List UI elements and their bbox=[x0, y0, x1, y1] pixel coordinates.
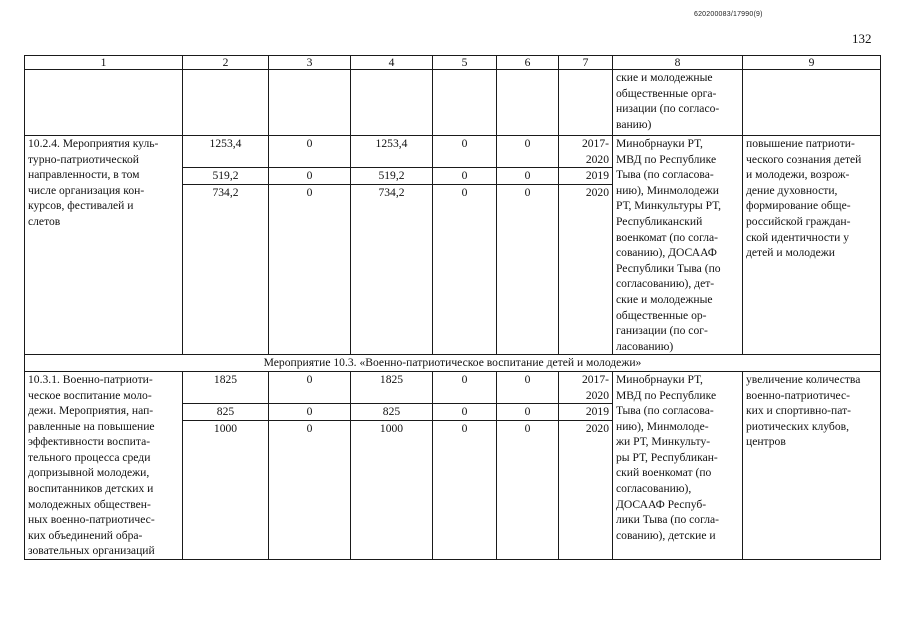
table-cell: 825 bbox=[183, 404, 269, 421]
table-cell: 825 bbox=[351, 404, 433, 421]
column-header: 6 bbox=[497, 56, 559, 70]
table-cell: 0 bbox=[433, 420, 497, 559]
table-cell: 0 bbox=[433, 404, 497, 421]
page-number: 132 bbox=[852, 31, 872, 46]
column-header: 2 bbox=[183, 56, 269, 70]
executors-continuation: ские и молодежные общественные орга- низации (по согласо- ванию) bbox=[613, 70, 743, 136]
table-cell: 1253,4 bbox=[351, 136, 433, 168]
table-cell: 0 bbox=[497, 371, 559, 403]
table-cell: 0 bbox=[433, 184, 497, 355]
table-cell: 0 bbox=[269, 184, 351, 355]
table-cell: 0 bbox=[269, 136, 351, 168]
table-cell: 734,2 bbox=[183, 184, 269, 355]
table-cell bbox=[743, 70, 881, 136]
table-cell: 1253,4 bbox=[183, 136, 269, 168]
table-cell: 2017- 2020 bbox=[559, 136, 613, 168]
table-cell: 2017- 2020 bbox=[559, 371, 613, 403]
column-header: 4 bbox=[351, 56, 433, 70]
table-cell bbox=[183, 70, 269, 136]
program-table bbox=[24, 55, 881, 560]
table-cell: 2019 bbox=[559, 404, 613, 421]
result-cell: увеличение количества военно-патриотичес- ких и спортивно-пат- риотических клубов, центров bbox=[743, 371, 881, 559]
table-cell: 1000 bbox=[183, 420, 269, 559]
table-cell: 2020 bbox=[559, 184, 613, 355]
table-cell: 0 bbox=[433, 168, 497, 185]
column-header: 9 bbox=[743, 56, 881, 70]
column-header: 5 bbox=[433, 56, 497, 70]
table-cell: 519,2 bbox=[351, 168, 433, 185]
table-cell: 0 bbox=[269, 168, 351, 185]
table-cell: 0 bbox=[497, 404, 559, 421]
table-cell: 0 bbox=[497, 420, 559, 559]
table-cell bbox=[559, 70, 613, 136]
column-header-row bbox=[25, 56, 881, 70]
table-cell bbox=[25, 70, 183, 136]
table-cell bbox=[269, 70, 351, 136]
table-row bbox=[25, 136, 881, 168]
table-cell bbox=[497, 70, 559, 136]
column-header: 1 bbox=[25, 56, 183, 70]
table-cell: 2020 bbox=[559, 420, 613, 559]
item-title: 10.3.1. Военно-патриоти- ческое воспитание моло- дежи. Мероприятия, нап- равленные на повышение эффективности воспита- тельного процесса среди допризывной молодежи, воспитанников детских и молодежных обществен- ных военно-патриотичес- ких объединений обра- зовательных организаций bbox=[25, 371, 183, 559]
table-cell bbox=[433, 70, 497, 136]
table-cell: 0 bbox=[269, 404, 351, 421]
document-id: 620200083/17990(9) bbox=[694, 11, 763, 18]
table-cell: 0 bbox=[269, 371, 351, 403]
section-heading: Мероприятие 10.3. «Военно-патриотическое воспитание детей и молодежи» bbox=[25, 355, 881, 372]
continuation-row bbox=[25, 70, 881, 136]
table-cell: 519,2 bbox=[183, 168, 269, 185]
column-header: 8 bbox=[613, 56, 743, 70]
table-cell: 0 bbox=[269, 420, 351, 559]
table-cell: 1825 bbox=[183, 371, 269, 403]
result-cell: повышение патриоти- ческого сознания детей и молодежи, возрож- дение духовности, формирование обще- российской граждан- ской идентичности у детей и молодежи bbox=[743, 136, 881, 355]
table-cell: 1000 bbox=[351, 420, 433, 559]
table-cell bbox=[351, 70, 433, 136]
executors-cell: Минобрнауки РТ, МВД по Республике Тыва (по согласова- нию), Минмолоде- жи РТ, Минкульту- ры РТ, Республикан- ский военкомат (по согласованию), ДОСААФ Респуб- лики Тыва (по согла- сованию), детские и bbox=[613, 371, 743, 559]
table-cell: 0 bbox=[433, 371, 497, 403]
table-cell: 734,2 bbox=[351, 184, 433, 355]
column-header: 7 bbox=[559, 56, 613, 70]
table-cell: 2019 bbox=[559, 168, 613, 185]
section-row bbox=[25, 355, 881, 372]
executors-cell: Минобрнауки РТ, МВД по Республике Тыва (по согласова- нию), Минмолодежи РТ, Минкультуры РТ, Республиканский военкомат (по согла- сованию), ДОСААФ Республики Тыва (по согласованию), дет- ские и молодежные общественные ор- ганизации (по сог- ласованию) bbox=[613, 136, 743, 355]
table-cell: 0 bbox=[497, 184, 559, 355]
table-cell: 0 bbox=[497, 136, 559, 168]
column-header: 3 bbox=[269, 56, 351, 70]
item-title: 10.2.4. Мероприятия куль- турно-патриотической направленности, в том числе организация кон- курсов, фестивалей и слетов bbox=[25, 136, 183, 355]
table-row bbox=[25, 371, 881, 403]
table-cell: 0 bbox=[497, 168, 559, 185]
table-cell: 1825 bbox=[351, 371, 433, 403]
table-cell: 0 bbox=[433, 136, 497, 168]
